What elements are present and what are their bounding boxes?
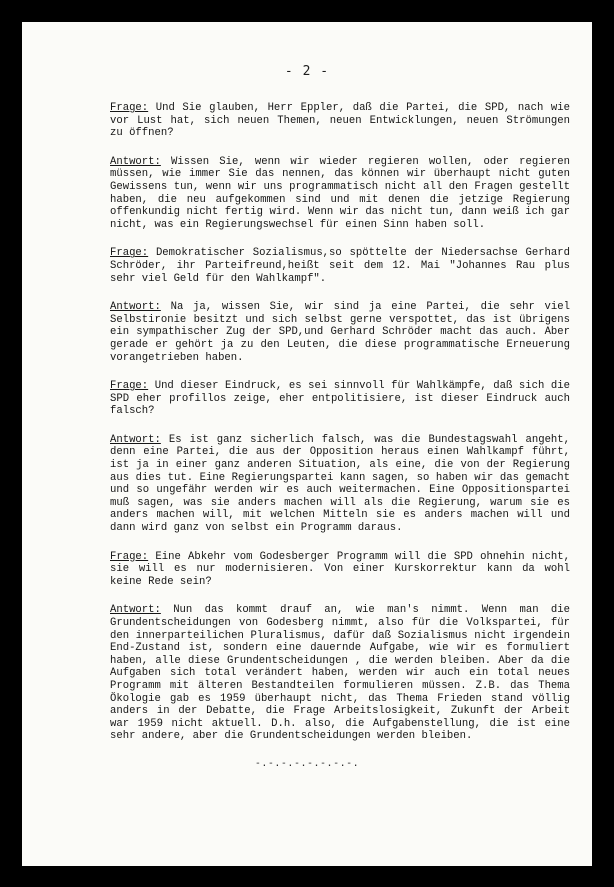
question-label: Frage:: [110, 102, 149, 114]
answer-paragraph: [110, 604, 570, 743]
answer-text: Es ist ganz sicherlich falsch, was die Bundestagswahl angeht, denn eine Partei, die aus der Opposition heraus einen Wahlkampf führt, ist ja in einer ganz anderen Situation, als eine, die von der Regierung aus dies tut. Eine Regierungspartei kann sagen, so haben wir das gemacht und so ungefähr werden wir es auch weitermachen. Eine Oppositionspartei muß sagen, was sie anders machen will als die Regierung, warum sie es anders machen will, mit welchen Mitteln sie es anders machen will und dann wird ganz von selbst ein Programm daraus.: [110, 433, 570, 535]
question-label: Frage:: [110, 247, 149, 260]
question-paragraph: [110, 551, 570, 589]
question-label: Frage:: [110, 550, 149, 563]
document-page: [22, 22, 592, 866]
answer-paragraph: [110, 156, 570, 232]
answer-label: Antwort:: [110, 433, 161, 446]
question-label: Frage:: [110, 380, 149, 393]
answer-label: Antwort:: [110, 301, 161, 314]
question-text: Und dieser Eindruck, es sei sinnvoll für Wahlkämpfe, daß sich die SPD eher profillos zeige, eher entpolitisiere, ist dieser Eindruck auch falsch?: [110, 380, 570, 418]
question-paragraph: [110, 380, 570, 418]
answer-text: Nun das kommt drauf an, wie man's nimmt. Wenn man die Grundentscheidungen von Godesberg nimmt, also für die Volkspartei, für den innerparteilichen Pluralismus, dafür daß Sozialismus nicht irgendein End-Zustand ist, sondern eine dauernde Aufgabe, wie wir es formuliert haben, alle diese Grundentscheidungen , die werden bleiben. Aber da die Aufgaben sich total verändert haben, werden wir auch ein total neues Programm mit älteren Bestandteilen formulieren müssen. Z.B. das Thema Ökologie gab es 1959 überhaupt nicht, das Thema Frieden stand völlig anders in der Debatte, die Frage Arbeitslosigkeit, Zukunft der Arbeit war 1959 nicht aktuell. D.h. also, die Aufgabenstellung, die ist eine sehr andere, aber die Grundentscheidungen werden bleiben.: [110, 604, 570, 743]
answer-text: Wissen Sie, wenn wir wieder regieren wollen, oder regieren müssen, wie immer Sie das nennen, das können wir überhaupt nicht guten Gewissens tun, wenn wir uns programmatisch nicht all den Fragen gestellt haben, die neu aufgekommen sind und mit denen die jetzige Regierung offenkundig nicht fertig wird. Wenn wir das nicht tun, dann weiß ich gar nicht, was ein Regierungswechsel für einen Sinn haben soll.: [110, 155, 570, 231]
question-paragraph: [110, 102, 570, 140]
answer-paragraph: [110, 434, 570, 535]
question-paragraph: [110, 247, 570, 285]
answer-text: Na ja, wissen Sie, wir sind ja eine Partei, die sehr viel Selbstironie besitzt und sich selbst gerne verspottet, das ist übrigens ein sympathischer Zug der SPD,und Gerhard Schröder macht das auch. Aber gerade er gehört ja zu den Leuten, die diese programmatische Erneuerung vorangetrieben haben.: [110, 301, 570, 364]
answer-label: Antwort:: [110, 155, 161, 168]
question-text: Und Sie glauben, Herr Eppler, daß die Partei, die SPD, nach wie vor Lust hat, sich neuen Themen, neuen Entwicklungen, neuen Strömungen zu öffnen?: [110, 102, 570, 140]
question-text: Eine Abkehr vom Godesberger Programm will die SPD ohnehin nicht, sie will es nur modernisieren. Von einer Kurskorrektur kann da wohl keine Rede sein?: [110, 550, 570, 588]
question-text: Demokratischer Sozialismus,so spöttelte der Niedersachse Gerhard Schröder, ihr Parteifreund,heißt seit dem 12. Mai "Johannes Rau plus sehr viel Geld für den Wahlkampf".: [110, 247, 570, 285]
page-number: - 2 -: [284, 64, 330, 79]
interview-text: [110, 102, 570, 759]
answer-paragraph: [110, 301, 570, 364]
end-separator: -.-.-.-.-.-.-.-.: [254, 758, 360, 769]
answer-label: Antwort:: [110, 604, 161, 617]
